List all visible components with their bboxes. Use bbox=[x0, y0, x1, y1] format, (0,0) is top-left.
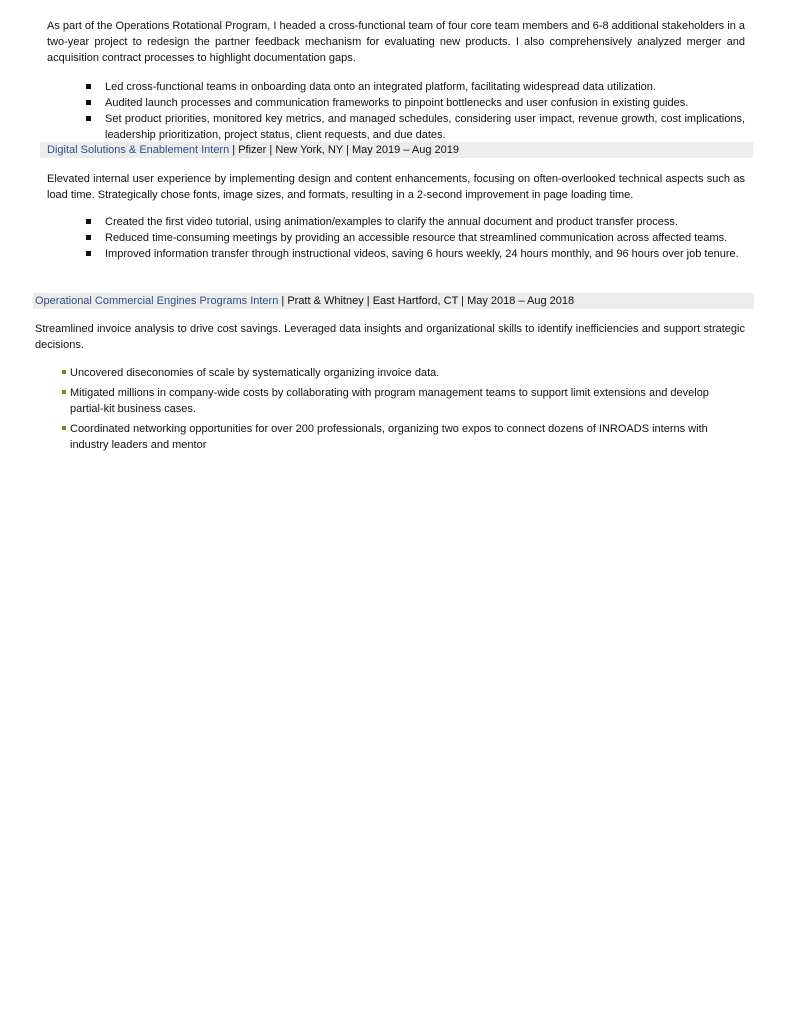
job-header bbox=[40, 142, 753, 158]
list-item: Audited launch processes and communication frameworks to pinpoint bottlenecks and user confusion in existing guides. bbox=[105, 95, 745, 111]
job-summary: Elevated internal user experience by implementing design and content enhancements, focusing on often-overlooked technical aspects such as load time. Strategically chose fonts, image sizes, and formats, resulting in a 2-second improvement in page loading time. bbox=[47, 173, 745, 201]
separator: | bbox=[229, 144, 239, 156]
job-summary: As part of the Operations Rotational Program, I headed a cross-functional team of four core team members and 6-8 additional stakeholders in a two-year project to redesign the partner feedback mechanism for evaluating new products. I also comprehensively analyzed merger and acquisition contract processes to highlight documentation gaps. bbox=[47, 20, 745, 64]
list-item: Coordinated networking opportunities for over 200 professionals, organizing two expos to connect dozens of INROADS interns with industry leaders and mentor bbox=[70, 421, 730, 453]
separator: | bbox=[458, 295, 468, 307]
separator: | bbox=[278, 295, 288, 307]
list-item: Created the first video tutorial, using animation/examples to clarify the annual document and product transfer process. bbox=[105, 214, 745, 230]
list-item: Set product priorities, monitored key metrics, and managed schedules, considering user impact, revenue growth, cost implications, leadership prioritization, project status, client requests, and due dates. bbox=[105, 113, 745, 141]
company: Pratt & Whitney bbox=[287, 295, 364, 307]
location: New York, NY bbox=[275, 144, 343, 156]
separator: | bbox=[363, 295, 373, 307]
dates: May 2018 – Aug 2018 bbox=[467, 295, 575, 307]
job-role: Digital Solutions & Enablement Intern bbox=[47, 144, 230, 156]
list-item: Improved information transfer through instructional videos, saving 6 hours weekly, 24 hours monthly, and 96 hours over job tenure. bbox=[105, 246, 745, 262]
list-item: Led cross-functional teams in onboarding data onto an integrated platform, facilitating widespread data utilization. bbox=[105, 79, 745, 95]
separator: | bbox=[266, 144, 276, 156]
list-item: Mitigated millions in company-wide costs by collaborating with program management teams to support limit extensions and develop partial-kit business cases. bbox=[70, 385, 730, 417]
job-summary: Streamlined invoice analysis to drive cost savings. Leveraged data insights and organizational skills to identify inefficiencies and support strategic decisions. bbox=[35, 323, 745, 351]
list-item: Reduced time-consuming meetings by providing an accessible resource that streamlined communication across affected teams. bbox=[105, 230, 745, 246]
company: Pfizer bbox=[238, 144, 267, 156]
dates: May 2019 – Aug 2019 bbox=[351, 144, 459, 156]
separator: | bbox=[342, 144, 352, 156]
bullet-list bbox=[105, 79, 745, 143]
job-role: Operational Commercial Engines Programs Intern bbox=[35, 295, 279, 307]
list-item: Uncovered diseconomies of scale by systematically organizing invoice data. bbox=[70, 365, 730, 381]
bullet-list bbox=[105, 214, 745, 262]
location: East Hartford, CT bbox=[372, 295, 459, 307]
job-header bbox=[33, 293, 754, 309]
bullet-list bbox=[70, 365, 730, 457]
